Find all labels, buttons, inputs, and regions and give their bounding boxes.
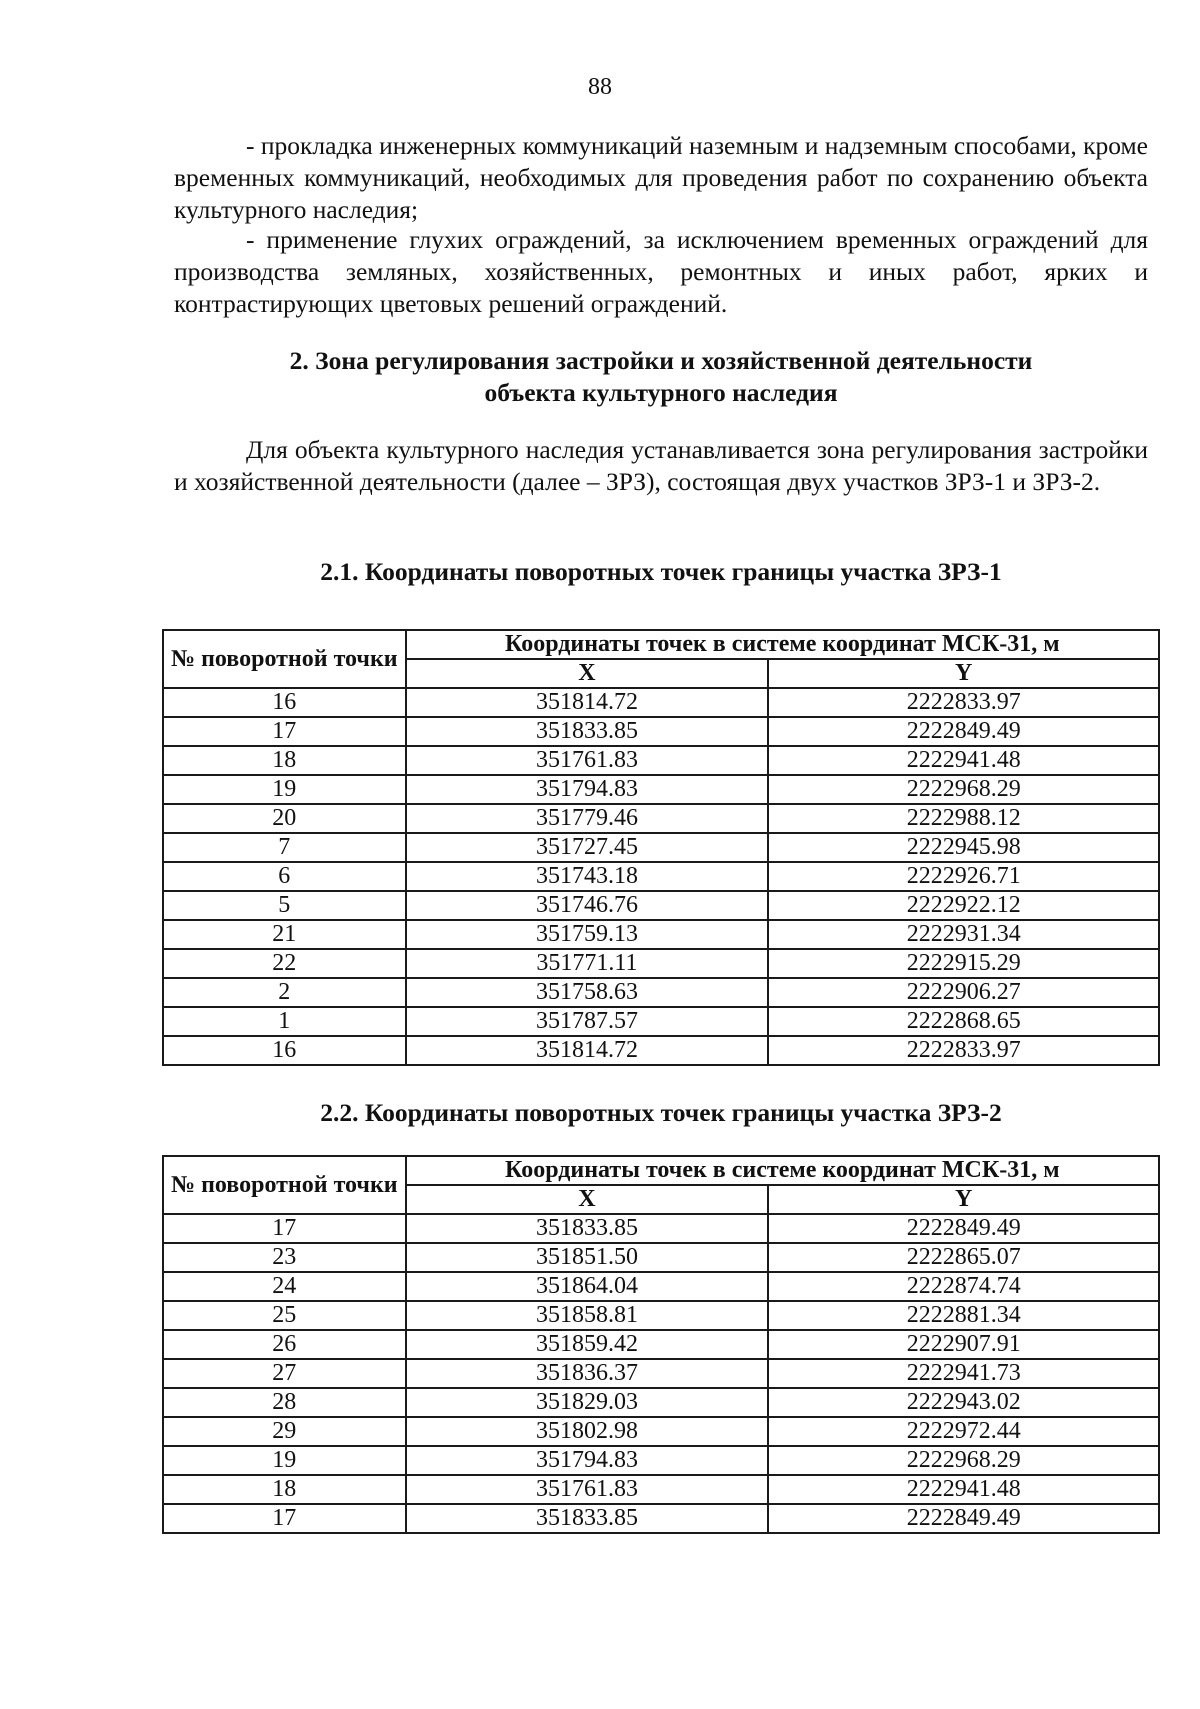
cell-x: 351771.11 [406,949,769,978]
cell-y: 2222941.48 [768,1475,1159,1504]
cell-y: 2222972.44 [768,1417,1159,1446]
cell-x: 351836.37 [406,1359,769,1388]
zone1-heading: 2.1. Координаты поворотных точек границы участка ЗРЗ-1 [320,557,1002,586]
zone2-table-body [163,1214,1159,1533]
cell-point-number: 1 [163,1007,406,1036]
table-row [163,949,1159,978]
cell-point-number: 25 [163,1301,406,1330]
cell-point-number: 16 [163,688,406,717]
cell-point-number: 2 [163,978,406,1007]
cell-x: 351814.72 [406,688,769,717]
cell-y: 2222868.65 [768,1007,1159,1036]
table-row [163,978,1159,1007]
table-row [163,1036,1159,1065]
zone1-table-body [163,688,1159,1065]
table-row [163,775,1159,804]
cell-point-number: 5 [163,891,406,920]
section-heading-line2: объекта культурного наследия [484,378,838,407]
cell-x: 351787.57 [406,1007,769,1036]
cell-y: 2222833.97 [768,688,1159,717]
header-coordinates: Координаты точек в системе координат МСК-31, м [406,630,1159,659]
cell-x: 351794.83 [406,775,769,804]
cell-point-number: 17 [163,1214,406,1243]
cell-y: 2222849.49 [768,1504,1159,1533]
cell-point-number: 7 [163,833,406,862]
table-row [163,920,1159,949]
cell-x: 351833.85 [406,1504,769,1533]
cell-y: 2222874.74 [768,1272,1159,1301]
header-x: X [406,659,769,688]
cell-y: 2222988.12 [768,804,1159,833]
table-row [163,804,1159,833]
cell-y: 2222943.02 [768,1388,1159,1417]
cell-y: 2222865.07 [768,1243,1159,1272]
table-row [163,1214,1159,1243]
cell-point-number: 24 [163,1272,406,1301]
cell-y: 2222945.98 [768,833,1159,862]
cell-x: 351859.42 [406,1330,769,1359]
cell-point-number: 27 [163,1359,406,1388]
cell-point-number: 16 [163,1036,406,1065]
cell-x: 351864.04 [406,1272,769,1301]
table-row [163,862,1159,891]
cell-y: 2222849.49 [768,717,1159,746]
paragraph-prohibition-2: - применение глухих ограждений, за исключением временных ограждений для производства земляных, хозяйственных, ремонтных и иных работ, ярких и контрастирующих цветовых решений ограждений. [174,225,1148,318]
table-row [163,833,1159,862]
header-coordinates: Координаты точек в системе координат МСК-31, м [406,1156,1159,1185]
paragraph-zrz-description: Для объекта культурного наследия устанавливается зона регулирования застройки и хозяйственной деятельности (далее – ЗРЗ), состоящая двух участков ЗРЗ-1 и ЗРЗ-2. [174,435,1148,496]
table-row [163,1475,1159,1504]
cell-y: 2222968.29 [768,775,1159,804]
cell-point-number: 6 [163,862,406,891]
cell-x: 351829.03 [406,1388,769,1417]
header-point-number: № поворотной точки [163,630,406,688]
table-row [163,1388,1159,1417]
page-number: 88 [588,74,612,100]
cell-point-number: 21 [163,920,406,949]
cell-x: 351851.50 [406,1243,769,1272]
table-row [163,746,1159,775]
cell-y: 2222907.91 [768,1330,1159,1359]
cell-y: 2222922.12 [768,891,1159,920]
cell-x: 351833.85 [406,717,769,746]
zone2-heading: 2.2. Координаты поворотных точек границы участка ЗРЗ-2 [320,1098,1002,1127]
cell-x: 351833.85 [406,1214,769,1243]
table-row [163,1243,1159,1272]
cell-x: 351761.83 [406,1475,769,1504]
table-row [163,1272,1159,1301]
zone1-coordinates-table [162,629,1160,1066]
cell-y: 2222881.34 [768,1301,1159,1330]
header-x: X [406,1185,769,1214]
cell-y: 2222941.48 [768,746,1159,775]
cell-x: 351761.83 [406,746,769,775]
table-row [163,891,1159,920]
table-row [163,1446,1159,1475]
cell-y: 2222968.29 [768,1446,1159,1475]
cell-x: 351779.46 [406,804,769,833]
cell-x: 351858.81 [406,1301,769,1330]
cell-point-number: 29 [163,1417,406,1446]
table-row [163,1417,1159,1446]
table-row [163,1359,1159,1388]
header-y: Y [768,659,1159,688]
header-y: Y [768,1185,1159,1214]
cell-point-number: 22 [163,949,406,978]
cell-point-number: 20 [163,804,406,833]
section-heading-zrz [174,345,1148,409]
cell-x: 351759.13 [406,920,769,949]
cell-point-number: 17 [163,1504,406,1533]
cell-point-number: 26 [163,1330,406,1359]
cell-point-number: 18 [163,1475,406,1504]
cell-y: 2222833.97 [768,1036,1159,1065]
cell-point-number: 28 [163,1388,406,1417]
cell-point-number: 17 [163,717,406,746]
cell-point-number: 19 [163,1446,406,1475]
cell-x: 351814.72 [406,1036,769,1065]
cell-y: 2222906.27 [768,978,1159,1007]
cell-point-number: 23 [163,1243,406,1272]
cell-point-number: 18 [163,746,406,775]
cell-x: 351758.63 [406,978,769,1007]
section-heading-line1: 2. Зона регулирования застройки и хозяйственной деятельности [289,346,1033,375]
zone2-coordinates-table [162,1155,1160,1534]
table-row [163,1301,1159,1330]
cell-y: 2222931.34 [768,920,1159,949]
cell-x: 351794.83 [406,1446,769,1475]
cell-x: 351802.98 [406,1417,769,1446]
cell-x: 351727.45 [406,833,769,862]
cell-x: 351743.18 [406,862,769,891]
table-row [163,688,1159,717]
cell-y: 2222926.71 [768,862,1159,891]
paragraph-prohibition-1: - прокладка инженерных коммуникаций наземным и надземным способами, кроме временных коммуникаций, необходимых для проведения работ по сохранению объекта культурного наследия; [174,131,1148,224]
table-row [163,1007,1159,1036]
table-row [163,1504,1159,1533]
table-row [163,717,1159,746]
cell-point-number: 19 [163,775,406,804]
cell-y: 2222849.49 [768,1214,1159,1243]
table-row [163,1330,1159,1359]
header-point-number: № поворотной точки [163,1156,406,1214]
cell-x: 351746.76 [406,891,769,920]
cell-y: 2222941.73 [768,1359,1159,1388]
cell-y: 2222915.29 [768,949,1159,978]
